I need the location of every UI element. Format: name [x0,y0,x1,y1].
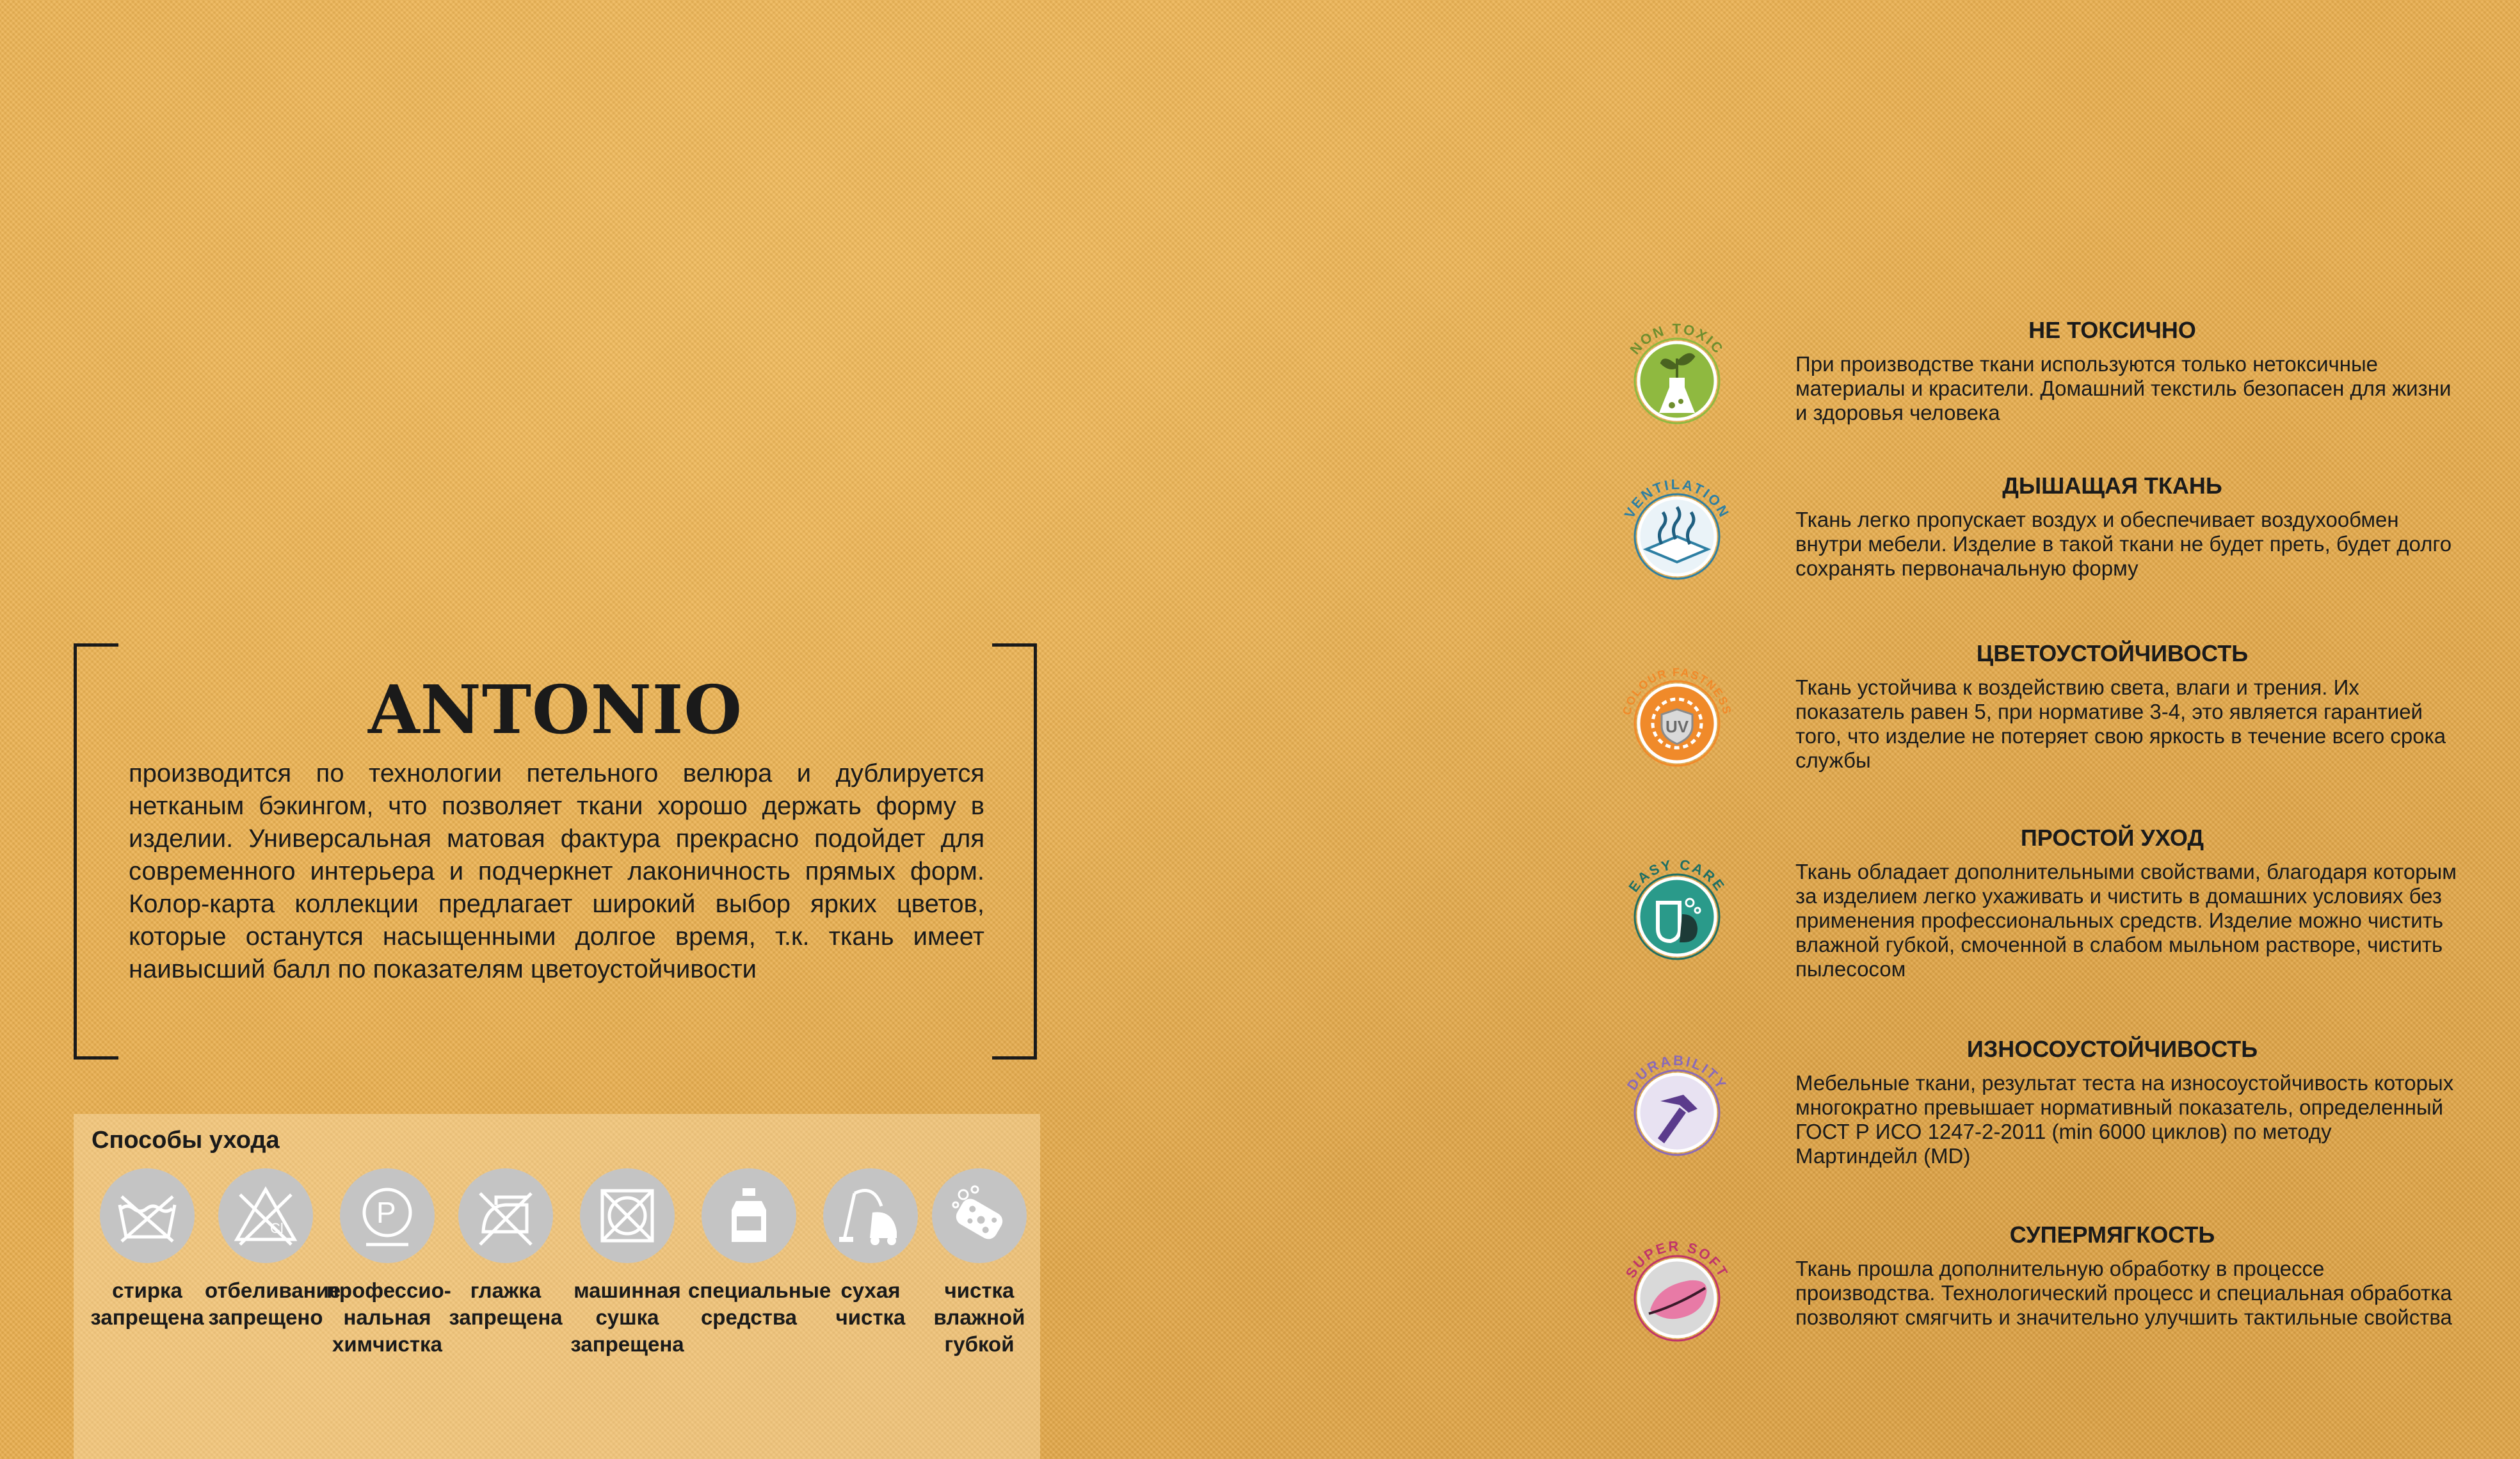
feature-title: ДЫШАЩАЯ ТКАНЬ [2002,472,2222,499]
feature-text: Ткань легко пропускает воздух и обеспечивает воздухообмен внутри мебели. Изделие в такой ткани не будет преть, будет долго сохранять первоначальную форму [1795,508,2452,580]
svg-text:VENTILATION: VENTILATION [1621,476,1733,521]
feature-text: Ткань устойчива к воздействию света, влаги и трения. Их показатель равен 5, при нормативе 3-4, это является гарантией того, что изделие не потеряет свою яркость в течение всего срока службы [1795,675,2446,772]
svg-text:P: P [376,1196,396,1229]
product-title: ANTONIO [367,670,743,749]
care-item-dry-clean: P профессио- нальная химчистка [326,1168,448,1358]
care-item-no-tumble-dry: машинная сушка запрещена [566,1168,688,1358]
feature-non-toxic [1613,317,2458,451]
feature-title: ПРОСТОЙ УХОД [2020,825,2204,851]
care-panel [74,1114,1040,1459]
svg-text:EASY CARE: EASY CARE [1625,856,1729,895]
feature-easy-care [1613,825,2458,985]
hand-sponge-icon [1613,853,1741,981]
care-item-no-bleach: Cl отбеливание запрещено [205,1168,326,1331]
feature-text: Ткань обладает дополнительными свойствами, благодаря которым за изделием легко ухаживать и чистить в домашних условиях без применения профессиональных средств. Изделие можно чистить влажной губкой, смоченной в слабом мыльном растворе, чистить пылесосом [1795,860,2457,981]
no-iron-icon [458,1168,553,1263]
care-item-no-iron: глажка запрещена [445,1168,566,1331]
feature-title: ЦВЕТОУСТОЙЧИВОСТЬ [1976,640,2249,666]
care-item-vacuum: сухая чистка [810,1168,931,1331]
plant-flask-icon [1613,317,1741,445]
no-wash-icon [100,1168,195,1263]
svg-text:UV: UV [1665,717,1689,736]
no-bleach-icon [218,1168,313,1263]
uv-shield-icon [1613,659,1741,787]
care-title: Способы ухода [92,1127,280,1154]
detergent-bottle-icon [702,1168,796,1263]
feature-title: СУПЕРМЯГКОСТЬ [2009,1221,2215,1248]
feature-title: ИЗНОСОУСТОЙЧИВОСТЬ [1966,1036,2258,1062]
care-item-detergent: специальные средства [688,1168,810,1331]
care-item-sponge: чистка влажной губкой [919,1168,1040,1358]
product-description-box [74,643,1037,1060]
care-item-no-wash: стирка запрещена [86,1168,208,1331]
feature-super-soft [1613,1221,2458,1369]
feature-text: При производстве ткани используются только нетоксичные материалы и красители. Домашний текстиль безопасен для жизни и здоровья человека [1795,352,2452,424]
hammer-icon [1613,1049,1741,1177]
feature-text: Мебельные ткани, результат теста на износоустойчивость которых многократно превышает нормативный показатель, определенный ГОСТ Р ИСО 1247-2-2011 (min 6000 циклов) по методу Мартиндейл (MD) [1795,1071,2454,1168]
product-description: производится по технологии петельного велюра и дублируется нетканым бэкингом, что позволяет ткани хорошо держать форму в изделии. Универсальная матовая фактура прекрасно подойдет для современного интерьера и подчеркнет лаконичность прямых форм. Колор-карта коллекции предлагает широкий выбор ярких цветов, которые останутся насыщенными долгое время, т.к. ткань имеет наивысший балл по показателям цветоустойчивости [129,759,984,983]
feature-colour-fastness [1613,640,2458,787]
professional-dry-clean-icon [340,1168,435,1263]
feature-text: Ткань прошла дополнительную обработку в процессе производства. Технологический процесс и специальная обработка позволяют смягчить и значительно улучшить тактильные свойства [1795,1257,2452,1329]
feature-ventilation [1613,472,2458,607]
feature-title: НЕ ТОКСИЧНО [2028,317,2196,343]
svg-text:COLOUR FASTNESS: COLOUR FASTNESS [1620,665,1734,717]
svg-text:Cl: Cl [270,1220,284,1236]
sponge-icon [932,1168,1027,1263]
feather-icon [1613,1234,1741,1362]
vacuum-cleaner-icon [823,1168,918,1263]
no-tumble-dry-icon [580,1168,675,1263]
svg-text:NON TOXIC: NON TOXIC [1626,320,1728,358]
svg-text:DURABILITY: DURABILITY [1623,1052,1731,1093]
svg-text:SUPER SOFT: SUPER SOFT [1622,1237,1732,1281]
feature-durability [1613,1036,2458,1177]
airflow-icon [1613,472,1741,601]
